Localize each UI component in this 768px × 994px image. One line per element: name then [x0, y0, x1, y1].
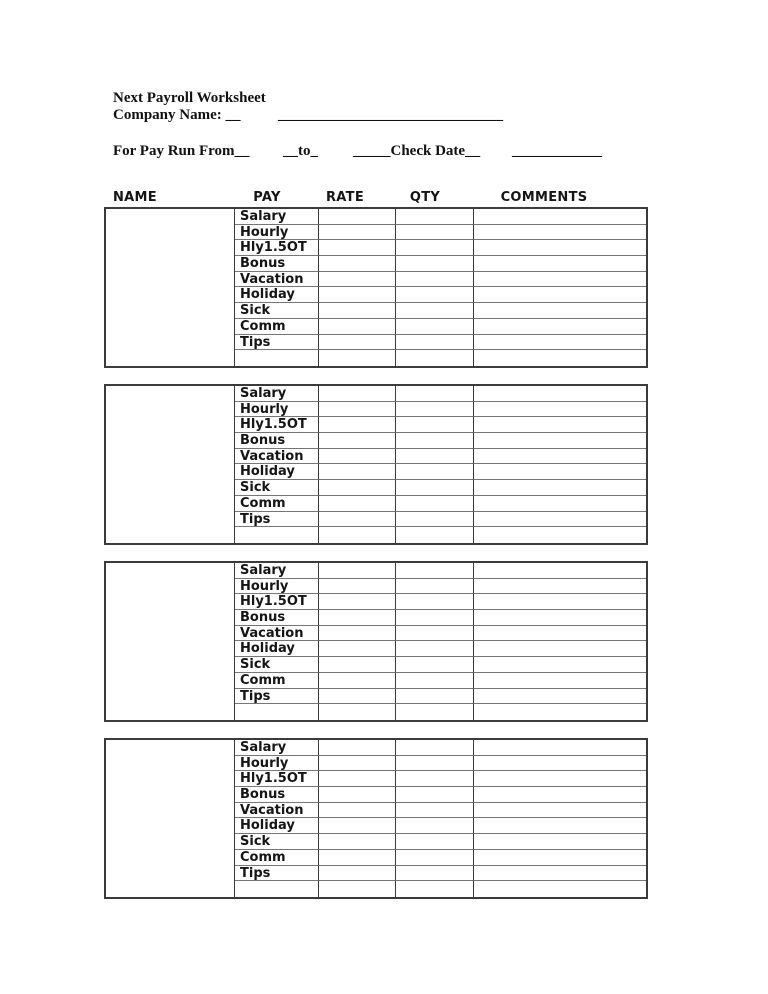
qty-cell [396, 303, 474, 319]
pay-type-label: Hourly [240, 578, 289, 594]
qty-cell [396, 225, 474, 241]
qty-cell [396, 834, 474, 850]
pay-type-cell [235, 673, 319, 689]
rate-cell [319, 335, 396, 351]
rate-cell [319, 594, 396, 610]
pay-type-cell [235, 787, 319, 803]
pay-type-cell [235, 350, 319, 366]
comments-cell [474, 610, 646, 626]
comments-cell [474, 303, 646, 319]
pay-type-cell [235, 272, 319, 288]
comments-cell [474, 350, 646, 366]
pay-type-cell [235, 850, 319, 866]
comments-cell [474, 657, 646, 673]
pay-type-cell [235, 771, 319, 787]
comments-cell [474, 480, 646, 496]
qty-cell [396, 480, 474, 496]
pay-type-label: Bonus [240, 433, 286, 449]
rate-cell [319, 256, 396, 272]
employee-name-cell [106, 740, 235, 897]
pay-type-label: Vacation [240, 625, 304, 641]
qty-cell [396, 527, 474, 543]
column-header-qty: QTY [409, 190, 441, 205]
column-header-name: NAME [113, 190, 157, 205]
qty-cell [396, 417, 474, 433]
column-header-pay: PAY [253, 190, 281, 205]
pay-type-label: Tips [240, 688, 271, 704]
column-header-rate: RATE [325, 190, 365, 205]
company-name-label: Company Name: __ [113, 107, 241, 123]
pay-type-cell [235, 464, 319, 480]
rate-cell [319, 319, 396, 335]
pay-type-label: Hly1.5OT [240, 594, 307, 610]
pay-type-label: Holiday [240, 818, 295, 834]
column-header-comments: COMMENTS [500, 190, 588, 205]
page-title: Next Payroll Worksheet [113, 90, 266, 106]
qty-cell [396, 740, 474, 756]
qty-cell [396, 240, 474, 256]
pay-type-cell [235, 319, 319, 335]
pay-type-cell [235, 496, 319, 512]
comments-cell [474, 240, 646, 256]
pay-type-cell [235, 402, 319, 418]
pay-run-from-label: For Pay Run From__ [113, 143, 250, 159]
comments-cell [474, 771, 646, 787]
rate-cell [319, 225, 396, 241]
rate-cell [319, 563, 396, 579]
comments-cell [474, 594, 646, 610]
rate-cell [319, 303, 396, 319]
comments-cell [474, 579, 646, 595]
qty-cell [396, 641, 474, 657]
rate-cell [319, 209, 396, 225]
comments-cell [474, 449, 646, 465]
qty-cell [396, 787, 474, 803]
pay-type-label: Sick [240, 657, 271, 673]
pay-type-cell [235, 433, 319, 449]
employee-name-cell [106, 209, 235, 366]
qty-cell [396, 512, 474, 528]
qty-cell [396, 673, 474, 689]
qty-cell [396, 657, 474, 673]
pay-type-cell [235, 689, 319, 705]
qty-cell [396, 704, 474, 720]
pay-type-cell [235, 256, 319, 272]
comments-cell [474, 402, 646, 418]
pay-type-cell [235, 594, 319, 610]
rate-cell [319, 689, 396, 705]
rate-cell [319, 881, 396, 897]
pay-type-cell [235, 881, 319, 897]
pay-type-cell [235, 579, 319, 595]
rate-cell [319, 417, 396, 433]
employee-block [104, 738, 648, 899]
pay-type-label: Holiday [240, 464, 295, 480]
pay-type-label: Tips [240, 865, 271, 881]
pay-type-cell [235, 386, 319, 402]
pay-type-cell [235, 756, 319, 772]
pay-type-label: Hourly [240, 224, 289, 240]
pay-type-cell [235, 834, 319, 850]
rate-cell [319, 386, 396, 402]
pay-type-label: Vacation [240, 802, 304, 818]
pay-type-label: Sick [240, 480, 271, 496]
comments-cell [474, 626, 646, 642]
rate-cell [319, 787, 396, 803]
comments-cell [474, 256, 646, 272]
pay-type-label: Salary [240, 563, 287, 578]
qty-cell [396, 335, 474, 351]
comments-cell [474, 641, 646, 657]
qty-cell [396, 386, 474, 402]
rate-cell [319, 527, 396, 543]
comments-cell [474, 464, 646, 480]
qty-cell [396, 563, 474, 579]
pay-type-label: Tips [240, 511, 271, 527]
pay-type-label: Tips [240, 334, 271, 350]
pay-type-cell [235, 480, 319, 496]
pay-type-label: Comm [240, 672, 286, 688]
rate-cell [319, 579, 396, 595]
pay-type-cell [235, 704, 319, 720]
rate-cell [319, 272, 396, 288]
comments-cell [474, 850, 646, 866]
rate-cell [319, 704, 396, 720]
check-date-fill-line: ____________ [512, 143, 602, 159]
rate-cell [319, 433, 396, 449]
qty-cell [396, 756, 474, 772]
comments-cell [474, 756, 646, 772]
rate-cell [319, 402, 396, 418]
check-date-label: _____Check Date__ [353, 143, 481, 159]
pay-type-label: Salary [240, 386, 287, 401]
qty-cell [396, 610, 474, 626]
qty-cell [396, 449, 474, 465]
pay-run-to-label: __to_ [283, 143, 318, 159]
pay-type-cell [235, 740, 319, 756]
qty-cell [396, 496, 474, 512]
comments-cell [474, 386, 646, 402]
comments-cell [474, 740, 646, 756]
rate-cell [319, 740, 396, 756]
qty-cell [396, 272, 474, 288]
comments-cell [474, 433, 646, 449]
comments-cell [474, 803, 646, 819]
pay-type-label: Salary [240, 740, 287, 755]
pay-type-cell [235, 417, 319, 433]
employee-block [104, 561, 648, 722]
qty-cell [396, 256, 474, 272]
comments-cell [474, 272, 646, 288]
comments-cell [474, 496, 646, 512]
employee-name-cell [106, 563, 235, 720]
pay-type-label: Comm [240, 849, 286, 865]
qty-cell [396, 850, 474, 866]
comments-cell [474, 225, 646, 241]
employee-block [104, 384, 648, 545]
pay-type-cell [235, 866, 319, 882]
rate-cell [319, 610, 396, 626]
qty-cell [396, 209, 474, 225]
pay-type-label: Bonus [240, 256, 286, 272]
comments-cell [474, 787, 646, 803]
rate-cell [319, 756, 396, 772]
comments-cell [474, 209, 646, 225]
rate-cell [319, 818, 396, 834]
pay-type-label: Bonus [240, 610, 286, 626]
comments-cell [474, 834, 646, 850]
pay-type-cell [235, 287, 319, 303]
pay-type-label: Hly1.5OT [240, 240, 307, 256]
qty-cell [396, 689, 474, 705]
comments-cell [474, 689, 646, 705]
qty-cell [396, 402, 474, 418]
comments-cell [474, 673, 646, 689]
rate-cell [319, 350, 396, 366]
pay-type-cell [235, 641, 319, 657]
comments-cell [474, 818, 646, 834]
rate-cell [319, 480, 396, 496]
qty-cell [396, 287, 474, 303]
pay-type-label: Vacation [240, 448, 304, 464]
pay-type-label: Hly1.5OT [240, 417, 307, 433]
rate-cell [319, 449, 396, 465]
qty-cell [396, 579, 474, 595]
qty-cell [396, 464, 474, 480]
rate-cell [319, 464, 396, 480]
comments-cell [474, 866, 646, 882]
qty-cell [396, 350, 474, 366]
qty-cell [396, 818, 474, 834]
pay-type-cell [235, 818, 319, 834]
rate-cell [319, 626, 396, 642]
rate-cell [319, 850, 396, 866]
rate-cell [319, 673, 396, 689]
rate-cell [319, 512, 396, 528]
rate-cell [319, 803, 396, 819]
comments-cell [474, 319, 646, 335]
pay-type-label: Sick [240, 834, 271, 850]
comments-cell [474, 335, 646, 351]
pay-type-label: Sick [240, 303, 271, 319]
comments-cell [474, 881, 646, 897]
rate-cell [319, 771, 396, 787]
comments-cell [474, 704, 646, 720]
qty-cell [396, 866, 474, 882]
pay-type-label: Bonus [240, 787, 286, 803]
pay-type-label: Salary [240, 209, 287, 224]
pay-type-cell [235, 563, 319, 579]
qty-cell [396, 433, 474, 449]
pay-type-label: Hourly [240, 401, 289, 417]
rate-cell [319, 496, 396, 512]
pay-type-cell [235, 803, 319, 819]
pay-type-label: Hourly [240, 755, 289, 771]
pay-type-cell [235, 225, 319, 241]
comments-cell [474, 527, 646, 543]
rate-cell [319, 641, 396, 657]
pay-type-cell [235, 335, 319, 351]
pay-type-label: Hly1.5OT [240, 771, 307, 787]
qty-cell [396, 594, 474, 610]
employee-name-cell [106, 386, 235, 543]
pay-type-cell [235, 657, 319, 673]
qty-cell [396, 803, 474, 819]
pay-type-label: Holiday [240, 287, 295, 303]
pay-type-cell [235, 610, 319, 626]
employee-block [104, 207, 648, 368]
rate-cell [319, 657, 396, 673]
pay-type-cell [235, 240, 319, 256]
pay-type-cell [235, 527, 319, 543]
pay-type-cell [235, 449, 319, 465]
rate-cell [319, 834, 396, 850]
pay-type-label: Holiday [240, 641, 295, 657]
qty-cell [396, 626, 474, 642]
qty-cell [396, 771, 474, 787]
pay-type-cell [235, 512, 319, 528]
comments-cell [474, 563, 646, 579]
pay-type-label: Comm [240, 495, 286, 511]
qty-cell [396, 319, 474, 335]
pay-type-cell [235, 303, 319, 319]
qty-cell [396, 881, 474, 897]
pay-type-label: Vacation [240, 271, 304, 287]
company-name-fill-line: ______________________________ [278, 107, 503, 123]
comments-cell [474, 417, 646, 433]
pay-type-label: Comm [240, 318, 286, 334]
comments-cell [474, 512, 646, 528]
rate-cell [319, 866, 396, 882]
comments-cell [474, 287, 646, 303]
rate-cell [319, 240, 396, 256]
pay-type-cell [235, 626, 319, 642]
rate-cell [319, 287, 396, 303]
pay-type-cell [235, 209, 319, 225]
